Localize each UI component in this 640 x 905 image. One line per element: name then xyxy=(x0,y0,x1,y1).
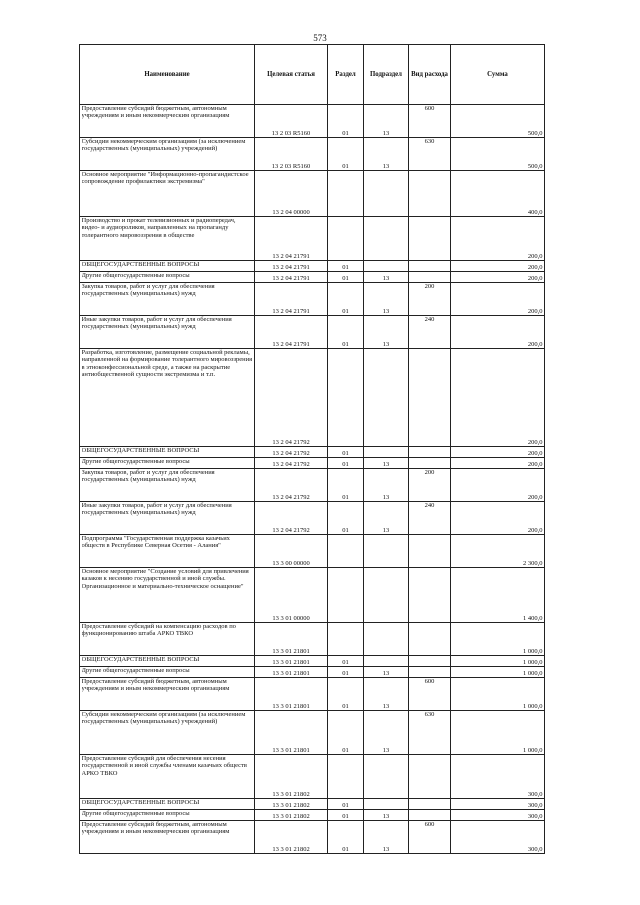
cell-vid-text: 630 xyxy=(424,138,435,145)
cell-podrazdel-text: 13 xyxy=(382,129,390,137)
cell-summa-text: 200,0 xyxy=(527,460,543,468)
cell-name-text: Разработка, изготовление, размещение социальной рекламы, направленной на формирование толерантного мировоззрения в этноконфессиональной среде, а также на раскрытие антиобщественной сущности экстремизма и т.п. xyxy=(81,349,253,379)
cell-vid xyxy=(409,535,451,568)
cell-razdel xyxy=(328,667,364,678)
cell-name xyxy=(80,821,255,854)
cell-name xyxy=(80,535,255,568)
cell-name xyxy=(80,217,255,261)
cell-name xyxy=(80,458,255,469)
cell-code-text: 13 3 01 00000 xyxy=(272,614,310,622)
cell-code xyxy=(255,678,328,711)
cell-name-text: Предоставление субсидий для обеспечения несения государственной и иной службы членами казачьих обществ АРКО ТВКО xyxy=(81,755,247,777)
cell-code xyxy=(255,272,328,283)
cell-vid xyxy=(409,755,451,799)
cell-razdel xyxy=(328,502,364,535)
table-row xyxy=(80,535,545,568)
cell-podrazdel xyxy=(364,458,409,469)
cell-summa-text: 200,0 xyxy=(527,449,543,457)
cell-razdel-text: 01 xyxy=(342,340,349,348)
cell-razdel-text: 01 xyxy=(342,658,349,666)
cell-code-text: 13 2 04 21792 xyxy=(272,438,310,446)
cell-vid xyxy=(409,667,451,678)
cell-vid xyxy=(409,810,451,821)
cell-razdel xyxy=(328,821,364,854)
cell-code xyxy=(255,217,328,261)
cell-summa-text: 200,0 xyxy=(527,438,543,446)
cell-name xyxy=(80,105,255,138)
cell-podrazdel xyxy=(364,568,409,623)
cell-vid xyxy=(409,283,451,316)
cell-summa-text: 200,0 xyxy=(527,526,543,534)
cell-name-text: Предоставление субсидий бюджетным, автономным учреждениям и иным некоммерческим организациям xyxy=(81,821,230,836)
cell-razdel-text: 01 xyxy=(342,129,349,137)
cell-vid xyxy=(409,711,451,755)
cell-vid xyxy=(409,799,451,810)
cell-name xyxy=(80,272,255,283)
cell-name-text: Субсидии некоммерческим организациям (за исключением государственных (муниципальных) учреждений) xyxy=(81,711,246,726)
cell-podrazdel xyxy=(364,349,409,447)
cell-summa xyxy=(451,821,545,854)
header-code: Целевая статья xyxy=(255,45,328,105)
cell-summa xyxy=(451,105,545,138)
cell-vid-text: 240 xyxy=(424,502,435,509)
cell-code-text: 13 3 01 21801 xyxy=(272,658,310,666)
cell-razdel-text: 01 xyxy=(342,812,349,820)
table-row xyxy=(80,568,545,623)
cell-name xyxy=(80,755,255,799)
cell-code xyxy=(255,138,328,171)
cell-code xyxy=(255,535,328,568)
table-row xyxy=(80,810,545,821)
cell-name-text: Иные закупки товаров, работ и услуг для обеспечения государственных (муниципальных) нужд xyxy=(81,502,232,517)
table-row xyxy=(80,458,545,469)
cell-podrazdel xyxy=(364,469,409,502)
cell-summa-text: 300,0 xyxy=(527,790,543,798)
cell-podrazdel xyxy=(364,799,409,810)
cell-code xyxy=(255,316,328,349)
table-row xyxy=(80,799,545,810)
cell-name xyxy=(80,283,255,316)
cell-vid xyxy=(409,138,451,171)
cell-code-text: 13 2 03 R5160 xyxy=(271,129,311,137)
budget-table xyxy=(79,44,545,854)
cell-summa xyxy=(451,458,545,469)
cell-name-text: Другие общегосударственные вопросы xyxy=(81,667,190,674)
cell-podrazdel-text: 13 xyxy=(382,669,390,677)
cell-summa xyxy=(451,316,545,349)
cell-name-text: Производство и прокат телевизионных и радиопередач, видео- и аудиороликов, направленных на пропаганду толерантного мировоззрения в обществе xyxy=(81,217,236,239)
cell-vid xyxy=(409,568,451,623)
cell-podrazdel-text: 13 xyxy=(382,526,390,534)
cell-razdel xyxy=(328,283,364,316)
cell-vid xyxy=(409,678,451,711)
cell-code-text: 13 3 01 21802 xyxy=(272,812,310,820)
cell-podrazdel xyxy=(364,623,409,656)
cell-razdel xyxy=(328,316,364,349)
cell-summa-text: 2 300,0 xyxy=(523,559,543,567)
cell-code xyxy=(255,261,328,272)
cell-code xyxy=(255,667,328,678)
cell-name-text: Другие общегосударственные вопросы xyxy=(81,810,190,817)
cell-razdel-text: 01 xyxy=(342,274,349,282)
cell-summa-text: 200,0 xyxy=(527,252,543,260)
cell-razdel-text: 01 xyxy=(342,263,349,271)
cell-summa xyxy=(451,261,545,272)
cell-name xyxy=(80,138,255,171)
cell-vid xyxy=(409,261,451,272)
table-row xyxy=(80,283,545,316)
table-header-row xyxy=(80,45,545,105)
cell-podrazdel xyxy=(364,171,409,217)
cell-podrazdel xyxy=(364,821,409,854)
cell-name xyxy=(80,171,255,217)
cell-podrazdel xyxy=(364,447,409,458)
cell-summa xyxy=(451,568,545,623)
cell-name xyxy=(80,261,255,272)
cell-vid-text: 630 xyxy=(424,711,435,718)
cell-podrazdel xyxy=(364,138,409,171)
cell-name-text: Предоставление субсидий бюджетным, автономным учреждениям и иным некоммерческим организациям xyxy=(81,678,230,693)
cell-name xyxy=(80,469,255,502)
cell-podrazdel xyxy=(364,667,409,678)
cell-podrazdel xyxy=(364,711,409,755)
cell-name xyxy=(80,349,255,447)
cell-code-text: 13 2 04 21792 xyxy=(272,493,310,501)
header-podrazdel: Подраздел xyxy=(364,45,409,105)
cell-code-text: 13 3 01 21802 xyxy=(272,845,310,853)
cell-code-text: 13 3 01 21801 xyxy=(272,669,310,677)
cell-name xyxy=(80,799,255,810)
cell-summa xyxy=(451,272,545,283)
cell-summa-text: 300,0 xyxy=(527,801,543,809)
cell-razdel-text: 01 xyxy=(342,669,349,677)
cell-razdel xyxy=(328,138,364,171)
cell-summa xyxy=(451,217,545,261)
table-row xyxy=(80,711,545,755)
cell-podrazdel xyxy=(364,217,409,261)
cell-razdel-text: 01 xyxy=(342,162,349,170)
cell-podrazdel-text: 13 xyxy=(382,702,390,710)
cell-name xyxy=(80,678,255,711)
cell-summa xyxy=(451,469,545,502)
cell-code xyxy=(255,171,328,217)
cell-name-text: Предоставление субсидий бюджетным, автономным учреждениям и иным некоммерческим организациям xyxy=(81,105,230,120)
cell-summa xyxy=(451,349,545,447)
cell-code xyxy=(255,656,328,667)
cell-razdel-text: 01 xyxy=(342,449,349,457)
cell-name xyxy=(80,316,255,349)
cell-vid-text: 600 xyxy=(424,678,435,685)
cell-summa xyxy=(451,678,545,711)
table-row xyxy=(80,138,545,171)
cell-name xyxy=(80,667,255,678)
cell-summa-text: 500,0 xyxy=(527,162,543,170)
cell-summa-text: 1 000,0 xyxy=(523,658,543,666)
cell-name-text: Предоставление субсидий на компенсацию расходов по функционированию штаба АРКО ТВКО xyxy=(81,623,236,638)
cell-vid xyxy=(409,458,451,469)
cell-code-text: 13 2 04 21791 xyxy=(272,274,310,282)
cell-razdel xyxy=(328,678,364,711)
cell-razdel xyxy=(328,447,364,458)
cell-razdel-text: 01 xyxy=(342,702,349,710)
cell-summa xyxy=(451,755,545,799)
cell-razdel xyxy=(328,755,364,799)
cell-podrazdel xyxy=(364,656,409,667)
cell-vid-text: 200 xyxy=(424,283,435,290)
cell-podrazdel xyxy=(364,810,409,821)
cell-code xyxy=(255,447,328,458)
cell-name-text: ОБЩЕГОСУДАРСТВЕННЫЕ ВОПРОСЫ xyxy=(81,656,200,663)
cell-code xyxy=(255,755,328,799)
header-vid: Вид расхода xyxy=(409,45,451,105)
cell-podrazdel-text: 13 xyxy=(382,845,390,853)
header-razdel: Раздел xyxy=(328,45,364,105)
cell-summa xyxy=(451,711,545,755)
table-row xyxy=(80,755,545,799)
page-number: 573 xyxy=(313,33,327,43)
cell-podrazdel xyxy=(364,755,409,799)
cell-code xyxy=(255,283,328,316)
cell-vid xyxy=(409,316,451,349)
cell-razdel xyxy=(328,799,364,810)
cell-code-text: 13 3 01 21801 xyxy=(272,647,310,655)
cell-name-text: ОБЩЕГОСУДАРСТВЕННЫЕ ВОПРОСЫ xyxy=(81,261,200,268)
cell-code xyxy=(255,458,328,469)
cell-code xyxy=(255,502,328,535)
cell-podrazdel xyxy=(364,105,409,138)
cell-summa-text: 200,0 xyxy=(527,493,543,501)
cell-name xyxy=(80,568,255,623)
cell-vid xyxy=(409,105,451,138)
cell-podrazdel xyxy=(364,283,409,316)
cell-podrazdel-text: 13 xyxy=(382,340,390,348)
cell-name-text: Закупка товаров, работ и услуг для обеспечения государственных (муниципальных) нужд xyxy=(81,469,215,484)
cell-razdel xyxy=(328,349,364,447)
cell-razdel-text: 01 xyxy=(342,460,349,468)
cell-vid xyxy=(409,447,451,458)
table-row xyxy=(80,667,545,678)
cell-razdel-text: 01 xyxy=(342,493,349,501)
cell-code-text: 13 2 04 21791 xyxy=(272,252,310,260)
table-row xyxy=(80,623,545,656)
cell-code-text: 13 2 04 21792 xyxy=(272,526,310,534)
cell-code xyxy=(255,469,328,502)
cell-vid-text: 200 xyxy=(424,469,435,476)
cell-podrazdel-text: 13 xyxy=(382,493,390,501)
cell-summa xyxy=(451,138,545,171)
cell-code-text: 13 3 01 21801 xyxy=(272,702,310,710)
cell-code xyxy=(255,105,328,138)
cell-summa-text: 1 000,0 xyxy=(523,702,543,710)
cell-vid xyxy=(409,469,451,502)
cell-razdel xyxy=(328,623,364,656)
cell-name-text: Подпрограмма "Государственная поддержка казачьих обществ в Республике Северная Осетия - Алания" xyxy=(81,535,230,550)
table-row xyxy=(80,217,545,261)
cell-razdel xyxy=(328,568,364,623)
cell-razdel xyxy=(328,105,364,138)
cell-razdel-text: 01 xyxy=(342,801,349,809)
cell-name xyxy=(80,502,255,535)
cell-summa-text: 300,0 xyxy=(527,812,543,820)
cell-code xyxy=(255,623,328,656)
cell-code xyxy=(255,711,328,755)
cell-summa-text: 200,0 xyxy=(527,274,543,282)
cell-podrazdel xyxy=(364,261,409,272)
table-row xyxy=(80,821,545,854)
table-row xyxy=(80,316,545,349)
cell-razdel xyxy=(328,535,364,568)
cell-vid xyxy=(409,171,451,217)
cell-name-text: ОБЩЕГОСУДАРСТВЕННЫЕ ВОПРОСЫ xyxy=(81,799,200,806)
cell-code-text: 13 3 01 21801 xyxy=(272,746,310,754)
cell-summa-text: 400,0 xyxy=(527,208,543,216)
cell-code xyxy=(255,810,328,821)
table-row xyxy=(80,678,545,711)
table-row xyxy=(80,469,545,502)
cell-summa-text: 200,0 xyxy=(527,263,543,271)
cell-summa xyxy=(451,447,545,458)
cell-name-text: Другие общегосударственные вопросы xyxy=(81,272,190,279)
cell-vid xyxy=(409,272,451,283)
cell-name-text: Основное мероприятие "Создание условий для привлечения казаков к несению государственной и иной службы. Организационное и материально-техническое оснащение" xyxy=(81,568,249,590)
cell-code xyxy=(255,349,328,447)
table-row xyxy=(80,447,545,458)
cell-summa-text: 500,0 xyxy=(527,129,543,137)
cell-podrazdel xyxy=(364,272,409,283)
cell-summa-text: 200,0 xyxy=(527,340,543,348)
cell-vid-text: 600 xyxy=(424,105,435,112)
cell-razdel xyxy=(328,261,364,272)
cell-code-text: 13 2 03 R5160 xyxy=(271,162,311,170)
cell-summa xyxy=(451,502,545,535)
cell-razdel xyxy=(328,458,364,469)
cell-name-text: Основное мероприятие "Информационно-пропагандистское сопровождение профилактики экстремизма" xyxy=(81,171,249,186)
cell-summa xyxy=(451,656,545,667)
cell-name-text: Субсидии некоммерческим организациям (за исключением государственных (муниципальных) учреждений) xyxy=(81,138,246,153)
cell-summa xyxy=(451,283,545,316)
cell-name-text: Закупка товаров, работ и услуг для обеспечения государственных (муниципальных) нужд xyxy=(81,283,215,298)
cell-name-text: Другие общегосударственные вопросы xyxy=(81,458,190,465)
cell-podrazdel-text: 13 xyxy=(382,274,390,282)
cell-razdel xyxy=(328,171,364,217)
cell-podrazdel-text: 13 xyxy=(382,307,390,315)
cell-podrazdel-text: 13 xyxy=(382,162,390,170)
cell-podrazdel-text: 13 xyxy=(382,746,390,754)
cell-razdel xyxy=(328,469,364,502)
cell-name xyxy=(80,447,255,458)
cell-razdel-text: 01 xyxy=(342,746,349,754)
table-row xyxy=(80,656,545,667)
table-row xyxy=(80,261,545,272)
header-name: Наименование xyxy=(80,45,255,105)
cell-vid xyxy=(409,217,451,261)
cell-name-text: Иные закупки товаров, работ и услуг для обеспечения государственных (муниципальных) нужд xyxy=(81,316,232,331)
cell-code-text: 13 2 04 00000 xyxy=(272,208,310,216)
cell-code-text: 13 2 04 21792 xyxy=(272,449,310,457)
cell-podrazdel xyxy=(364,502,409,535)
cell-razdel xyxy=(328,711,364,755)
cell-code-text: 13 2 04 21791 xyxy=(272,340,310,348)
cell-summa-text: 1 000,0 xyxy=(523,647,543,655)
cell-code-text: 13 2 04 21792 xyxy=(272,460,310,468)
header-summa: Сумма xyxy=(451,45,545,105)
cell-name xyxy=(80,623,255,656)
cell-name-text: ОБЩЕГОСУДАРСТВЕННЫЕ ВОПРОСЫ xyxy=(81,447,200,454)
cell-summa xyxy=(451,535,545,568)
table-row xyxy=(80,502,545,535)
cell-name xyxy=(80,711,255,755)
cell-podrazdel xyxy=(364,316,409,349)
cell-vid-text: 600 xyxy=(424,821,435,828)
table-body xyxy=(80,105,545,854)
table-row xyxy=(80,171,545,217)
cell-summa xyxy=(451,623,545,656)
cell-vid xyxy=(409,502,451,535)
cell-podrazdel xyxy=(364,535,409,568)
cell-razdel xyxy=(328,217,364,261)
cell-podrazdel-text: 13 xyxy=(382,460,390,468)
cell-razdel-text: 01 xyxy=(342,526,349,534)
cell-summa-text: 300,0 xyxy=(527,845,543,853)
cell-vid-text: 240 xyxy=(424,316,435,323)
cell-code-text: 13 3 01 21802 xyxy=(272,801,310,809)
cell-code-text: 13 2 04 21791 xyxy=(272,307,310,315)
cell-code xyxy=(255,568,328,623)
cell-summa-text: 1 000,0 xyxy=(523,669,543,677)
cell-vid xyxy=(409,656,451,667)
cell-code xyxy=(255,821,328,854)
cell-razdel xyxy=(328,656,364,667)
cell-code xyxy=(255,799,328,810)
cell-code-text: 13 3 00 00000 xyxy=(272,559,310,567)
cell-razdel-text: 01 xyxy=(342,307,349,315)
table-row xyxy=(80,272,545,283)
cell-summa-text: 200,0 xyxy=(527,307,543,315)
cell-summa xyxy=(451,667,545,678)
table-row xyxy=(80,105,545,138)
table-row xyxy=(80,349,545,447)
cell-vid xyxy=(409,349,451,447)
cell-summa-text: 1 000,0 xyxy=(523,746,543,754)
cell-code-text: 13 3 01 21802 xyxy=(272,790,310,798)
cell-podrazdel-text: 13 xyxy=(382,812,390,820)
cell-name xyxy=(80,810,255,821)
cell-razdel-text: 01 xyxy=(342,845,349,853)
cell-summa xyxy=(451,799,545,810)
cell-summa-text: 1 400,0 xyxy=(523,614,543,622)
cell-razdel xyxy=(328,272,364,283)
cell-vid xyxy=(409,821,451,854)
cell-summa xyxy=(451,810,545,821)
cell-vid xyxy=(409,623,451,656)
cell-code-text: 13 2 04 21791 xyxy=(272,263,310,271)
cell-podrazdel xyxy=(364,678,409,711)
cell-summa xyxy=(451,171,545,217)
cell-name xyxy=(80,656,255,667)
cell-razdel xyxy=(328,810,364,821)
